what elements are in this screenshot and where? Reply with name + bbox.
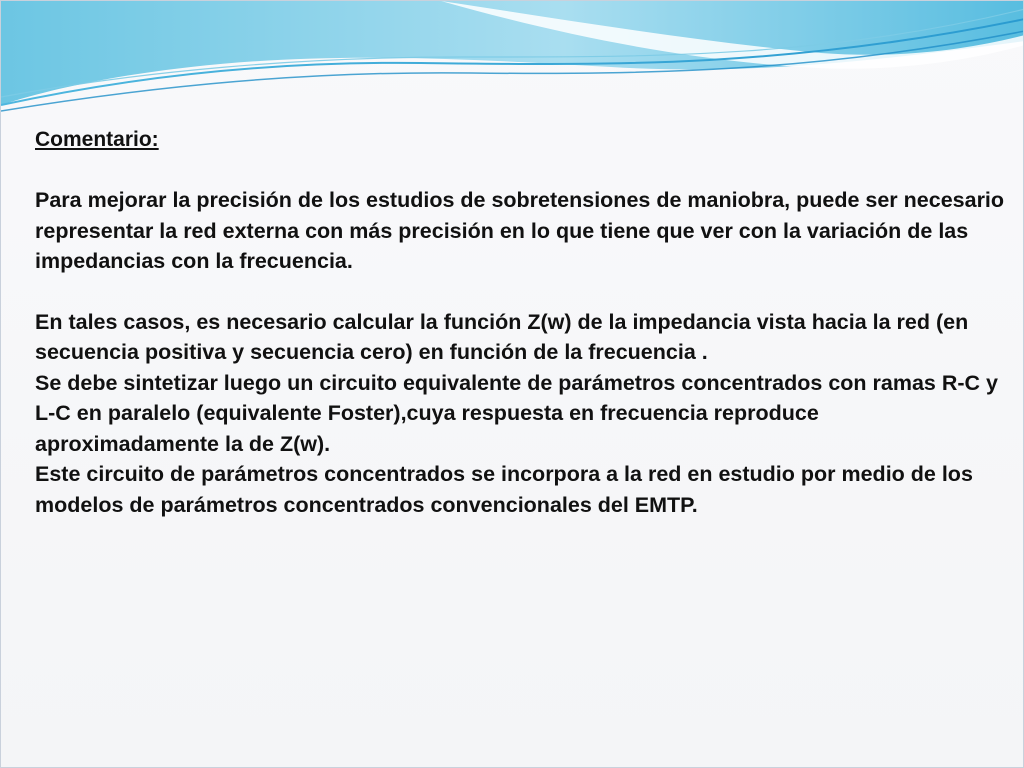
spacer — [35, 277, 1005, 307]
paragraph-1: Para mejorar la precisión de los estudios de sobretensiones de maniobra, puede ser necesario representar la red externa con más precisión en lo que tiene que ver con la variación de las impedancias con la frecuencia. — [35, 188, 1005, 273]
decorative-wave-banner — [1, 1, 1024, 121]
slide-heading: Comentario: — [35, 128, 159, 151]
spacer — [35, 155, 1005, 185]
paragraph-3: Se debe sintetizar luego un circuito equivalente de parámetros concentrados con ramas R-C y L-C en paralelo (equivalente Foster),cuya respuesta en frecuencia reproduce aproximadamente la de Z(w). — [35, 370, 998, 456]
slide-content — [35, 125, 1005, 520]
paragraph-4: Este circuito de parámetros concentrados se incorpora a la red en estudio por medio de los modelos de parámetros concentrados convencionales del EMTP. — [35, 462, 973, 517]
paragraph-2: En tales casos, es necesario calcular la función Z(w) de la impedancia vista hacia la red (en secuencia positiva y secuencia cero) en función de la frecuencia . — [35, 309, 969, 364]
